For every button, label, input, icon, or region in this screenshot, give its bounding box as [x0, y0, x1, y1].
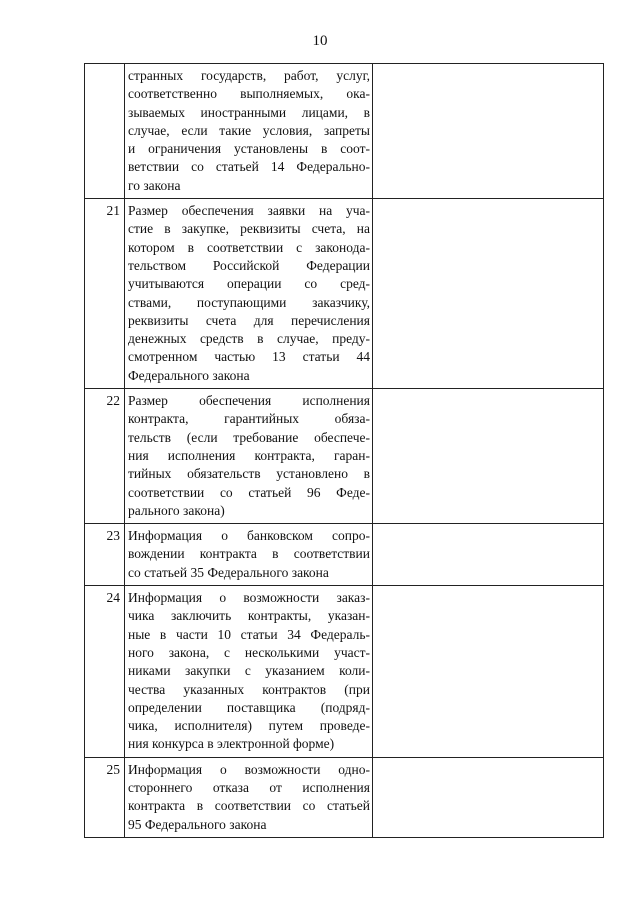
description-line: го закона — [128, 177, 181, 193]
row-description — [125, 64, 373, 199]
row-number: 23 — [85, 524, 125, 586]
table-row — [85, 64, 604, 199]
description-line: ния конкурса в электронной форме) — [128, 736, 335, 752]
description-line: тийных обязательств установлено в — [128, 466, 370, 482]
row-number: 25 — [85, 757, 125, 837]
description-line: определении поставщика (подряд- — [128, 699, 370, 715]
description-line: Информация о возможности заказ- — [128, 590, 370, 606]
description-line: тельством Российской Федерации — [128, 257, 370, 273]
table-row — [85, 389, 604, 524]
description-line: Размер обеспечения заявки на уча- — [128, 203, 370, 219]
row-value-cell — [373, 757, 604, 837]
description-line: ного закона, с несколькими участ- — [128, 644, 370, 660]
description-line: соответственно выполняемых, ока- — [128, 86, 370, 102]
row-value-cell — [373, 586, 604, 758]
description-line: контракта, гарантийных обяза- — [128, 411, 370, 427]
description-line: ные в части 10 статьи 34 Федераль- — [128, 626, 370, 642]
description-line: денежных средств в случае, преду- — [128, 331, 370, 347]
table-row — [85, 586, 604, 758]
description-line: случае, если такие условия, запреты — [128, 122, 370, 138]
description-line: смотренном частью 13 статьи 44 — [128, 349, 370, 365]
row-description — [125, 586, 373, 758]
row-number: 21 — [85, 199, 125, 389]
row-value-cell — [373, 199, 604, 389]
description-line: чика, исполнителя) путем проведе- — [128, 718, 370, 734]
description-line: учитываются операции со сред- — [128, 276, 370, 292]
description-line: чества указанных контрактов (при — [128, 681, 370, 697]
row-description — [125, 524, 373, 586]
row-number — [85, 64, 125, 199]
row-value-cell — [373, 524, 604, 586]
description-line: соответствии со статьей 96 Феде- — [128, 484, 370, 500]
row-description — [125, 199, 373, 389]
description-line: ния исполнения контракта, гаран- — [128, 447, 370, 463]
row-value-cell — [373, 389, 604, 524]
description-line: котором в соответствии с законода- — [128, 239, 370, 255]
description-line: и ограничения установлены в соот- — [128, 141, 370, 157]
row-number: 22 — [85, 389, 125, 524]
description-line: зываемых иностранными лицами, в — [128, 104, 370, 120]
table-row — [85, 199, 604, 389]
description-line: Информация о банковском сопро- — [128, 528, 370, 544]
description-line: стие в закупке, реквизиты счета, на — [128, 221, 370, 237]
page-number: 10 — [312, 33, 328, 49]
row-description — [125, 389, 373, 524]
row-number: 24 — [85, 586, 125, 758]
requirements-table — [84, 63, 604, 838]
table-body — [85, 64, 604, 838]
description-line: чика заключить контракты, указан- — [128, 608, 370, 624]
description-line: странных государств, работ, услуг, — [128, 68, 370, 83]
row-value-cell — [373, 64, 604, 199]
description-line: тельств (если требование обеспече- — [128, 429, 370, 445]
description-line: 95 Федерального закона — [128, 816, 267, 832]
description-line: контракта в соответствии со статьей — [128, 798, 370, 814]
description-line: рального закона) — [128, 502, 225, 518]
table-row — [85, 757, 604, 837]
description-line: ветствии со статьей 14 Федерально- — [128, 159, 370, 175]
description-line: вождении контракта в соответствии — [128, 546, 370, 562]
description-line: никами закупки с указанием коли- — [128, 663, 370, 679]
description-line: Федерального закона — [128, 367, 250, 383]
table-row — [85, 524, 604, 586]
description-line: Информация о возможности одно- — [128, 761, 370, 777]
description-line: со статьей 35 Федерального закона — [128, 564, 329, 580]
description-line: Размер обеспечения исполнения — [128, 393, 370, 409]
description-line: реквизиты счета для перечисления — [128, 312, 370, 328]
description-line: ствами, поступающими заказчику, — [128, 294, 370, 310]
description-line: стороннего отказа от исполнения — [128, 779, 370, 795]
row-description — [125, 757, 373, 837]
